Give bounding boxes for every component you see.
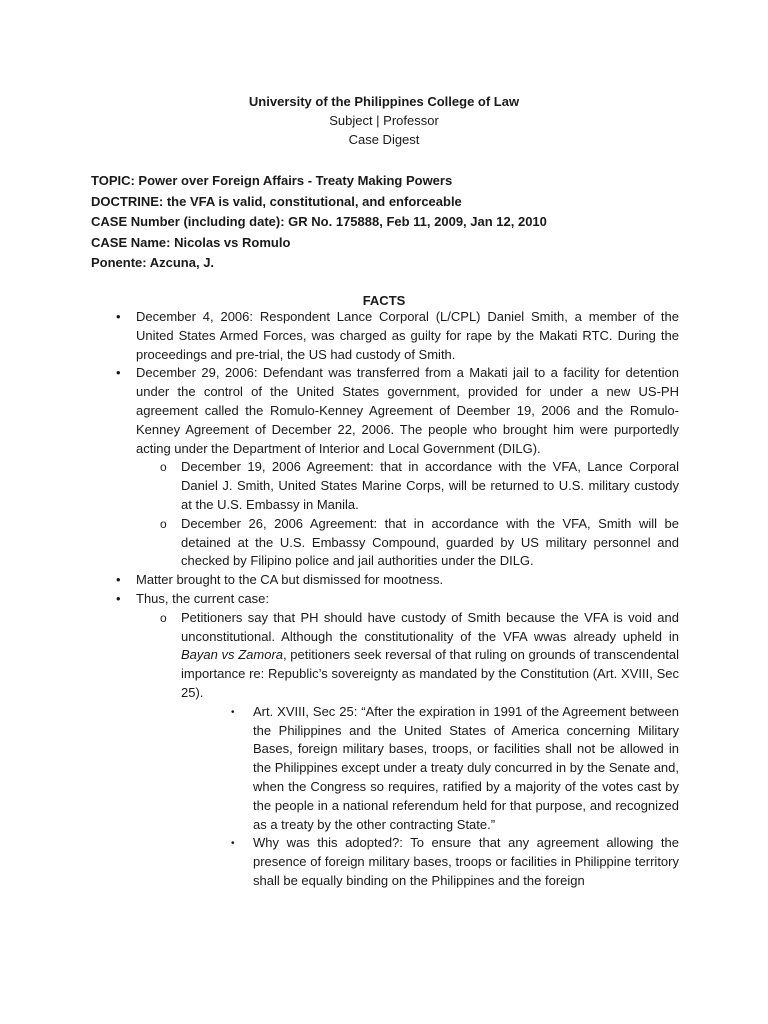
list-item [0, 364, 679, 458]
subject-professor: Subject | Professor [329, 113, 439, 128]
fact-text: December 4, 2006: Respondent Lance Corporal (L/CPL) Daniel Smith, a member of the United States Armed Forces, was charged as guilty for rape by the Makati RTC. During the proceedings and pre-trial, the US had custody of Smith. [136, 309, 679, 362]
circle-bullet-icon: o [160, 610, 167, 625]
list-item [0, 571, 679, 590]
list-item [0, 834, 679, 890]
fact-text [181, 609, 679, 703]
bullet-icon: • [116, 309, 121, 324]
case-number-line: CASE Number (including date): GR No. 175888, Feb 11, 2009, Jan 12, 2010 [91, 214, 547, 229]
fact-text: Art. XVIII, Sec 25: “After the expiration in 1991 of the Agreement between the Philippines and the United States of America concerning Military Bases, foreign military bases, troops, or facilities shall not be allowed in the Philippines except under a treaty duly concurred in by the Senate and, when the Congress so requires, ratified by a majority of the votes cast by the people in a national referendum held for that purpose, and recognized as a treaty by the other contracting State.” [253, 703, 679, 832]
case-name-line: CASE Name: Nicolas vs Romulo [91, 234, 291, 250]
bullet-icon: • [116, 365, 121, 381]
facts-body [0, 308, 768, 891]
case-citation: Bayan vs Zamora [181, 647, 284, 663]
list-item [0, 609, 679, 703]
fact-text: December 26, 2006 Agreement: that in accordance with the VFA, Smith will be detained at the U.S. Embassy Compound, guarded by US military personnel and checked by Filipino police and jail authorities under the DILG. [181, 515, 679, 569]
document-type: Case Digest [348, 132, 420, 147]
square-bullet-icon: • [231, 706, 235, 718]
fact-text: Why was this adopted?: To ensure that any agreement allowing the presence of foreign military bases, troops or facilities in Philippine territory shall be equally binding on the Philippines and the foreign [253, 835, 679, 888]
facts-heading: FACTS [362, 293, 406, 308]
ponente-line: Ponente: Azcuna, J. [91, 255, 215, 270]
circle-bullet-icon: o [160, 460, 167, 475]
fact-text-part: , petitioners seek reversal of that ruling on grounds of transcendental importance re: Republic’s sovereignty as mandated by the Constitution (Art. XVIII, Sec 25). [181, 647, 679, 700]
circle-bullet-icon: o [160, 516, 167, 531]
list-item [0, 703, 679, 835]
fact-text: Thus, the current case: [136, 590, 269, 606]
document-header [0, 92, 768, 149]
list-item [0, 515, 679, 571]
case-metadata [91, 171, 691, 274]
fact-text: December 29, 2006: Defendant was transferred from a Makati jail to a facility for detention under the control of the United States government, provided for under a new US-PH agreement called the Romulo-Kenney Agreement of Deember 19, 2006 and the Romulo-Kenney Agreement of December 22, 2006. The people who brought him were purportedly acting under the Department of Interior and Local Government (DILG). [136, 365, 679, 456]
bullet-icon: • [116, 572, 121, 588]
school-name: University of the Philippines College of Law [248, 94, 520, 109]
bullet-icon: • [116, 590, 121, 606]
list-item [0, 458, 679, 514]
list-item [0, 308, 679, 364]
square-bullet-icon: • [231, 838, 235, 850]
doctrine-line: DOCTRINE: the VFA is valid, constitutional, and enforceable [91, 193, 462, 209]
topic-line: TOPIC: Power over Foreign Affairs - Treaty Making Powers [91, 173, 453, 188]
fact-text-part: Petitioners say that PH should have custody of Smith because the VFA is void and unconstitutional. Although the constitutionality of the VFA wwas already upheld in [181, 609, 679, 644]
fact-text: Matter brought to the CA but dismissed for mootness. [136, 572, 444, 588]
list-item [0, 590, 679, 609]
fact-text: December 19, 2006 Agreement: that in accordance with the VFA, Lance Corporal Daniel J. Smith, United States Marine Corps, will be returned to U.S. military custody at the U.S. Embassy in Manila. [181, 459, 679, 512]
